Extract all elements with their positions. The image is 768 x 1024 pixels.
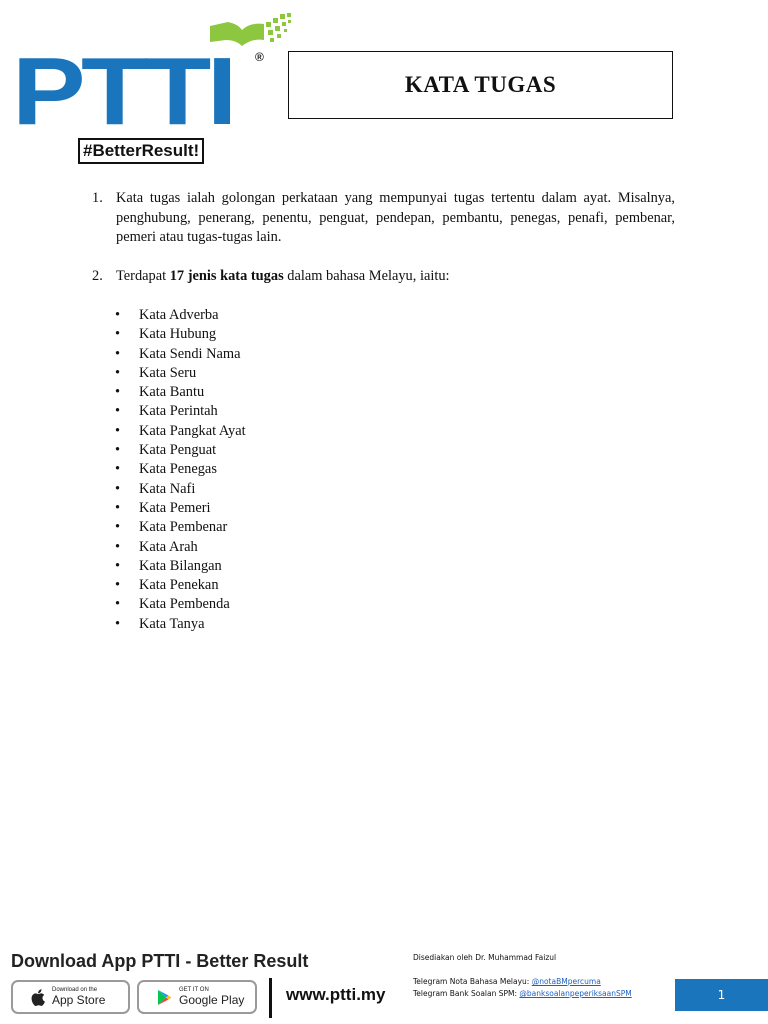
list-item-text: Kata Arah	[139, 538, 198, 555]
bullet-marker: •	[115, 442, 121, 459]
apple-icon	[31, 989, 45, 1006]
telegram-nota-label: Telegram Nota Bahasa Melayu:	[413, 977, 532, 986]
list-item-text: Kata Tanya	[139, 615, 205, 632]
paragraph-number: 2.	[92, 267, 103, 284]
bullet-marker: •	[115, 384, 121, 401]
kata-tugas-list	[92, 306, 675, 634]
google-play-label	[179, 987, 244, 1007]
list-item-text: Kata Hubung	[139, 326, 217, 343]
bullet-marker: •	[115, 364, 121, 381]
list-item	[92, 402, 675, 421]
bullet-marker: •	[115, 403, 121, 420]
document-title: KATA TUGAS	[404, 72, 557, 97]
list-item	[92, 364, 675, 383]
list-item-text: Kata Nafi	[139, 480, 196, 497]
list-item-text: Kata Perintah	[139, 403, 218, 420]
paragraph-text	[116, 267, 675, 287]
list-item-text: Kata Pembenar	[139, 519, 228, 536]
paragraph-text: Kata tugas ialah golongan perkataan yang mempunyai tugas tertentu dalam ayat. Misalnya, penghubung, penerang, penentu, penguat, pendepan, pembantu, penegas, penafi, pembenar, pemeri atau tugas-tugas lain.	[116, 190, 675, 245]
bullet-marker: •	[115, 307, 121, 323]
bullet-marker: •	[115, 345, 121, 362]
numbered-paragraph	[92, 267, 675, 287]
list-item	[92, 345, 675, 364]
website-link[interactable]: www.ptti.my	[286, 985, 386, 1004]
app-store-small-text: Download on the	[52, 987, 98, 993]
list-item	[92, 441, 675, 460]
bullet-marker: •	[115, 422, 121, 439]
telegram-bank-link[interactable]: @banksoalanpeperiksaanSPM	[519, 989, 632, 998]
bullet-marker: •	[115, 577, 121, 594]
list-item	[92, 518, 675, 537]
list-item-text: Kata Bilangan	[139, 557, 222, 574]
tagline-badge: #BetterResult!	[78, 138, 204, 164]
list-item	[92, 480, 675, 499]
telegram-nota-line	[413, 977, 601, 986]
telegram-bank-line	[413, 989, 632, 998]
document-content	[92, 189, 675, 634]
document-title-box	[288, 51, 673, 119]
bullet-marker: •	[115, 557, 121, 574]
list-item	[92, 306, 675, 325]
bullet-marker: •	[115, 480, 121, 497]
page-number-box	[675, 979, 768, 1011]
list-item	[92, 325, 675, 344]
list-item	[92, 422, 675, 441]
list-item	[92, 615, 675, 634]
list-item-text: Kata Pangkat Ayat	[139, 422, 246, 439]
bullet-marker: •	[115, 326, 121, 343]
prepared-by-text: Disediakan oleh Dr. Muhammad Faizul	[413, 953, 557, 962]
list-item	[92, 595, 675, 614]
bullet-marker: •	[115, 615, 121, 632]
numbered-paragraph	[92, 189, 675, 248]
app-store-label	[52, 987, 105, 1007]
paragraph-text-after: dalam bahasa Melayu, iaitu:	[283, 267, 450, 284]
list-item	[92, 499, 675, 518]
google-play-big-text: Google Play	[179, 993, 245, 1007]
google-play-button[interactable]	[137, 980, 257, 1014]
list-item	[92, 576, 675, 595]
paragraph-text-before: Terdapat	[116, 267, 170, 284]
logo-wordmark: PTTI	[12, 38, 233, 145]
list-item-text: Kata Penegas	[139, 461, 217, 478]
list-item-text: Kata Penguat	[139, 442, 217, 459]
ptti-logo	[12, 12, 282, 145]
telegram-nota-link[interactable]: @notaBMpercuma	[531, 977, 601, 986]
bullet-marker: •	[115, 499, 121, 516]
list-item	[92, 538, 675, 557]
list-item-text: Kata Bantu	[139, 384, 205, 401]
registered-mark: ®	[255, 50, 264, 64]
app-store-button[interactable]	[11, 980, 130, 1014]
list-item-text: Kata Pembenda	[139, 596, 230, 613]
list-item-text: Kata Penekan	[139, 577, 219, 594]
paragraph-text-bold: 17 jenis kata tugas	[169, 267, 284, 284]
list-item-text: Kata Seru	[139, 364, 197, 381]
download-app-title: Download App PTTI - Better Result	[11, 951, 309, 971]
list-item-text: Kata Sendi Nama	[139, 345, 241, 362]
list-item-text: Kata Adverba	[139, 307, 219, 323]
google-play-icon	[157, 989, 172, 1006]
paragraph-number: 1.	[92, 190, 103, 206]
bullet-marker: •	[115, 461, 121, 478]
list-item-text: Kata Pemeri	[139, 499, 211, 516]
app-store-big-text: App Store	[52, 993, 106, 1007]
bullet-marker: •	[115, 596, 121, 613]
list-item	[92, 460, 675, 479]
list-item	[92, 557, 675, 576]
bullet-marker: •	[115, 538, 121, 555]
page-number: 1	[717, 988, 726, 1002]
google-play-small-text: GET IT ON	[179, 987, 209, 993]
telegram-bank-label: Telegram Bank Soalan SPM:	[413, 989, 520, 998]
footer-divider	[269, 978, 272, 1018]
list-item	[92, 383, 675, 402]
bullet-marker: •	[115, 519, 121, 536]
